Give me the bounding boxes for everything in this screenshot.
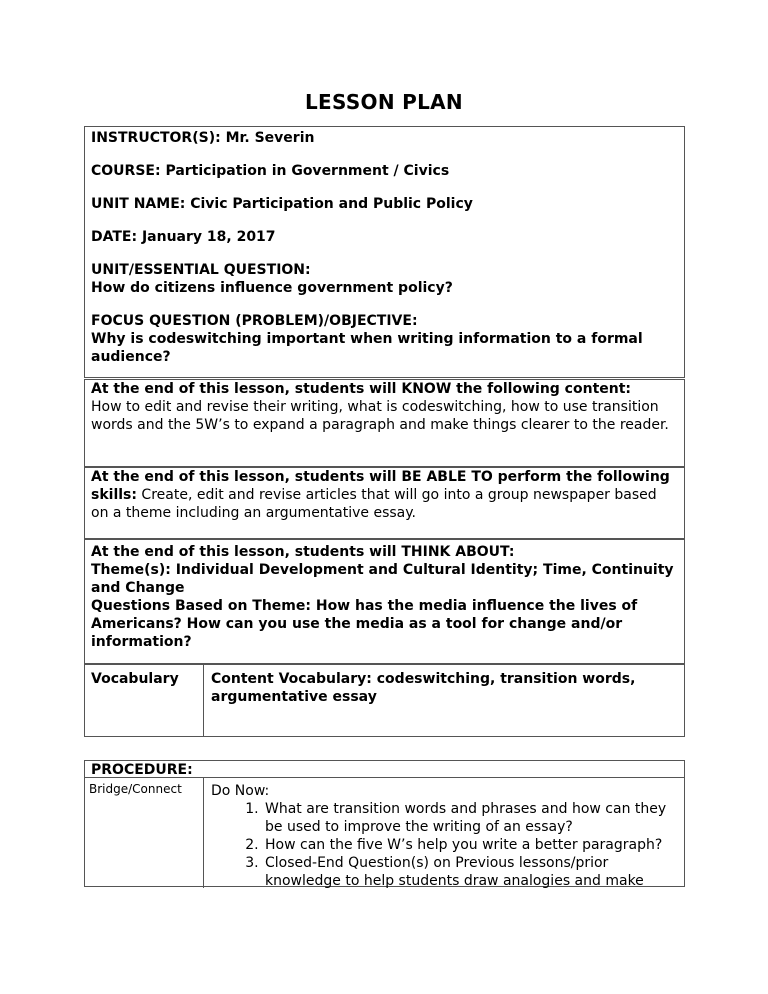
procedure-divider [203,778,204,888]
think-themes: Theme(s): Individual Development and Cultural Identity; Time, Continuity and Change [91,562,674,596]
think-label: At the end of this lesson, students will THINK ABOUT: [91,544,515,560]
think-section [84,539,685,664]
able-label: At the end of this lesson, students will BE ABLE TO perform the following skills: [91,469,670,503]
know-section [84,379,685,467]
essential-question-text: How do citizens influence government policy? [91,280,453,296]
think-questions: Questions Based on Theme: How has the media influence the lives of Americans? How can you use the media as a tool for change and/or information? [91,598,638,650]
list-item: 1. What are transition words and phrases and how can they be used to improve the writing of an essay? [263,800,681,836]
unit-name-line: UNIT NAME: Civic Participation and Public Policy [91,196,473,212]
procedure-heading: PROCEDURE: [85,761,684,778]
focus-question-label: FOCUS QUESTION (PROBLEM)/OBJECTIVE: [91,313,418,329]
able-paragraph [91,468,678,522]
vocabulary-label: Vocabulary [91,671,179,687]
do-now-label: Do Now: [211,783,270,799]
know-text: How to edit and revise their writing, what is codeswitching, how to use transition words and the 5W’s to expand a paragraph and make things clearer to the reader. [91,399,669,433]
essential-question-label: UNIT/ESSENTIAL QUESTION: [91,262,311,278]
able-text: Create, edit and revise articles that will go into a group newspaper based on a theme including an argumentative essay. [91,487,657,521]
procedure-table [84,760,685,887]
focus-question-text: Why is codeswitching important when writing information to a formal audience? [91,331,643,365]
page-title: LESSON PLAN [305,90,463,114]
vocabulary-divider [203,665,204,736]
vocabulary-row [84,664,685,737]
instructor-line: INSTRUCTOR(S): Mr. Severin [91,130,315,146]
lesson-header-box [84,126,685,378]
vocabulary-content: Content Vocabulary: codeswitching, transition words, argumentative essay [211,671,636,705]
do-now-list [211,800,681,890]
know-label: At the end of this lesson, students will KNOW the following content: [91,381,632,397]
able-section [84,467,685,539]
essential-question [91,261,678,297]
date-line: DATE: January 18, 2017 [91,229,276,245]
procedure-content [211,782,681,890]
focus-question [91,312,678,366]
course-line: COURSE: Participation in Government / Civics [91,163,450,179]
list-item: 3. Closed-End Question(s) on Previous lessons/prior knowledge to help students draw analogies and make [263,854,681,890]
procedure-row-label: Bridge/Connect [89,782,182,796]
list-item: 2. How can the five W’s help you write a better paragraph? [263,836,681,854]
